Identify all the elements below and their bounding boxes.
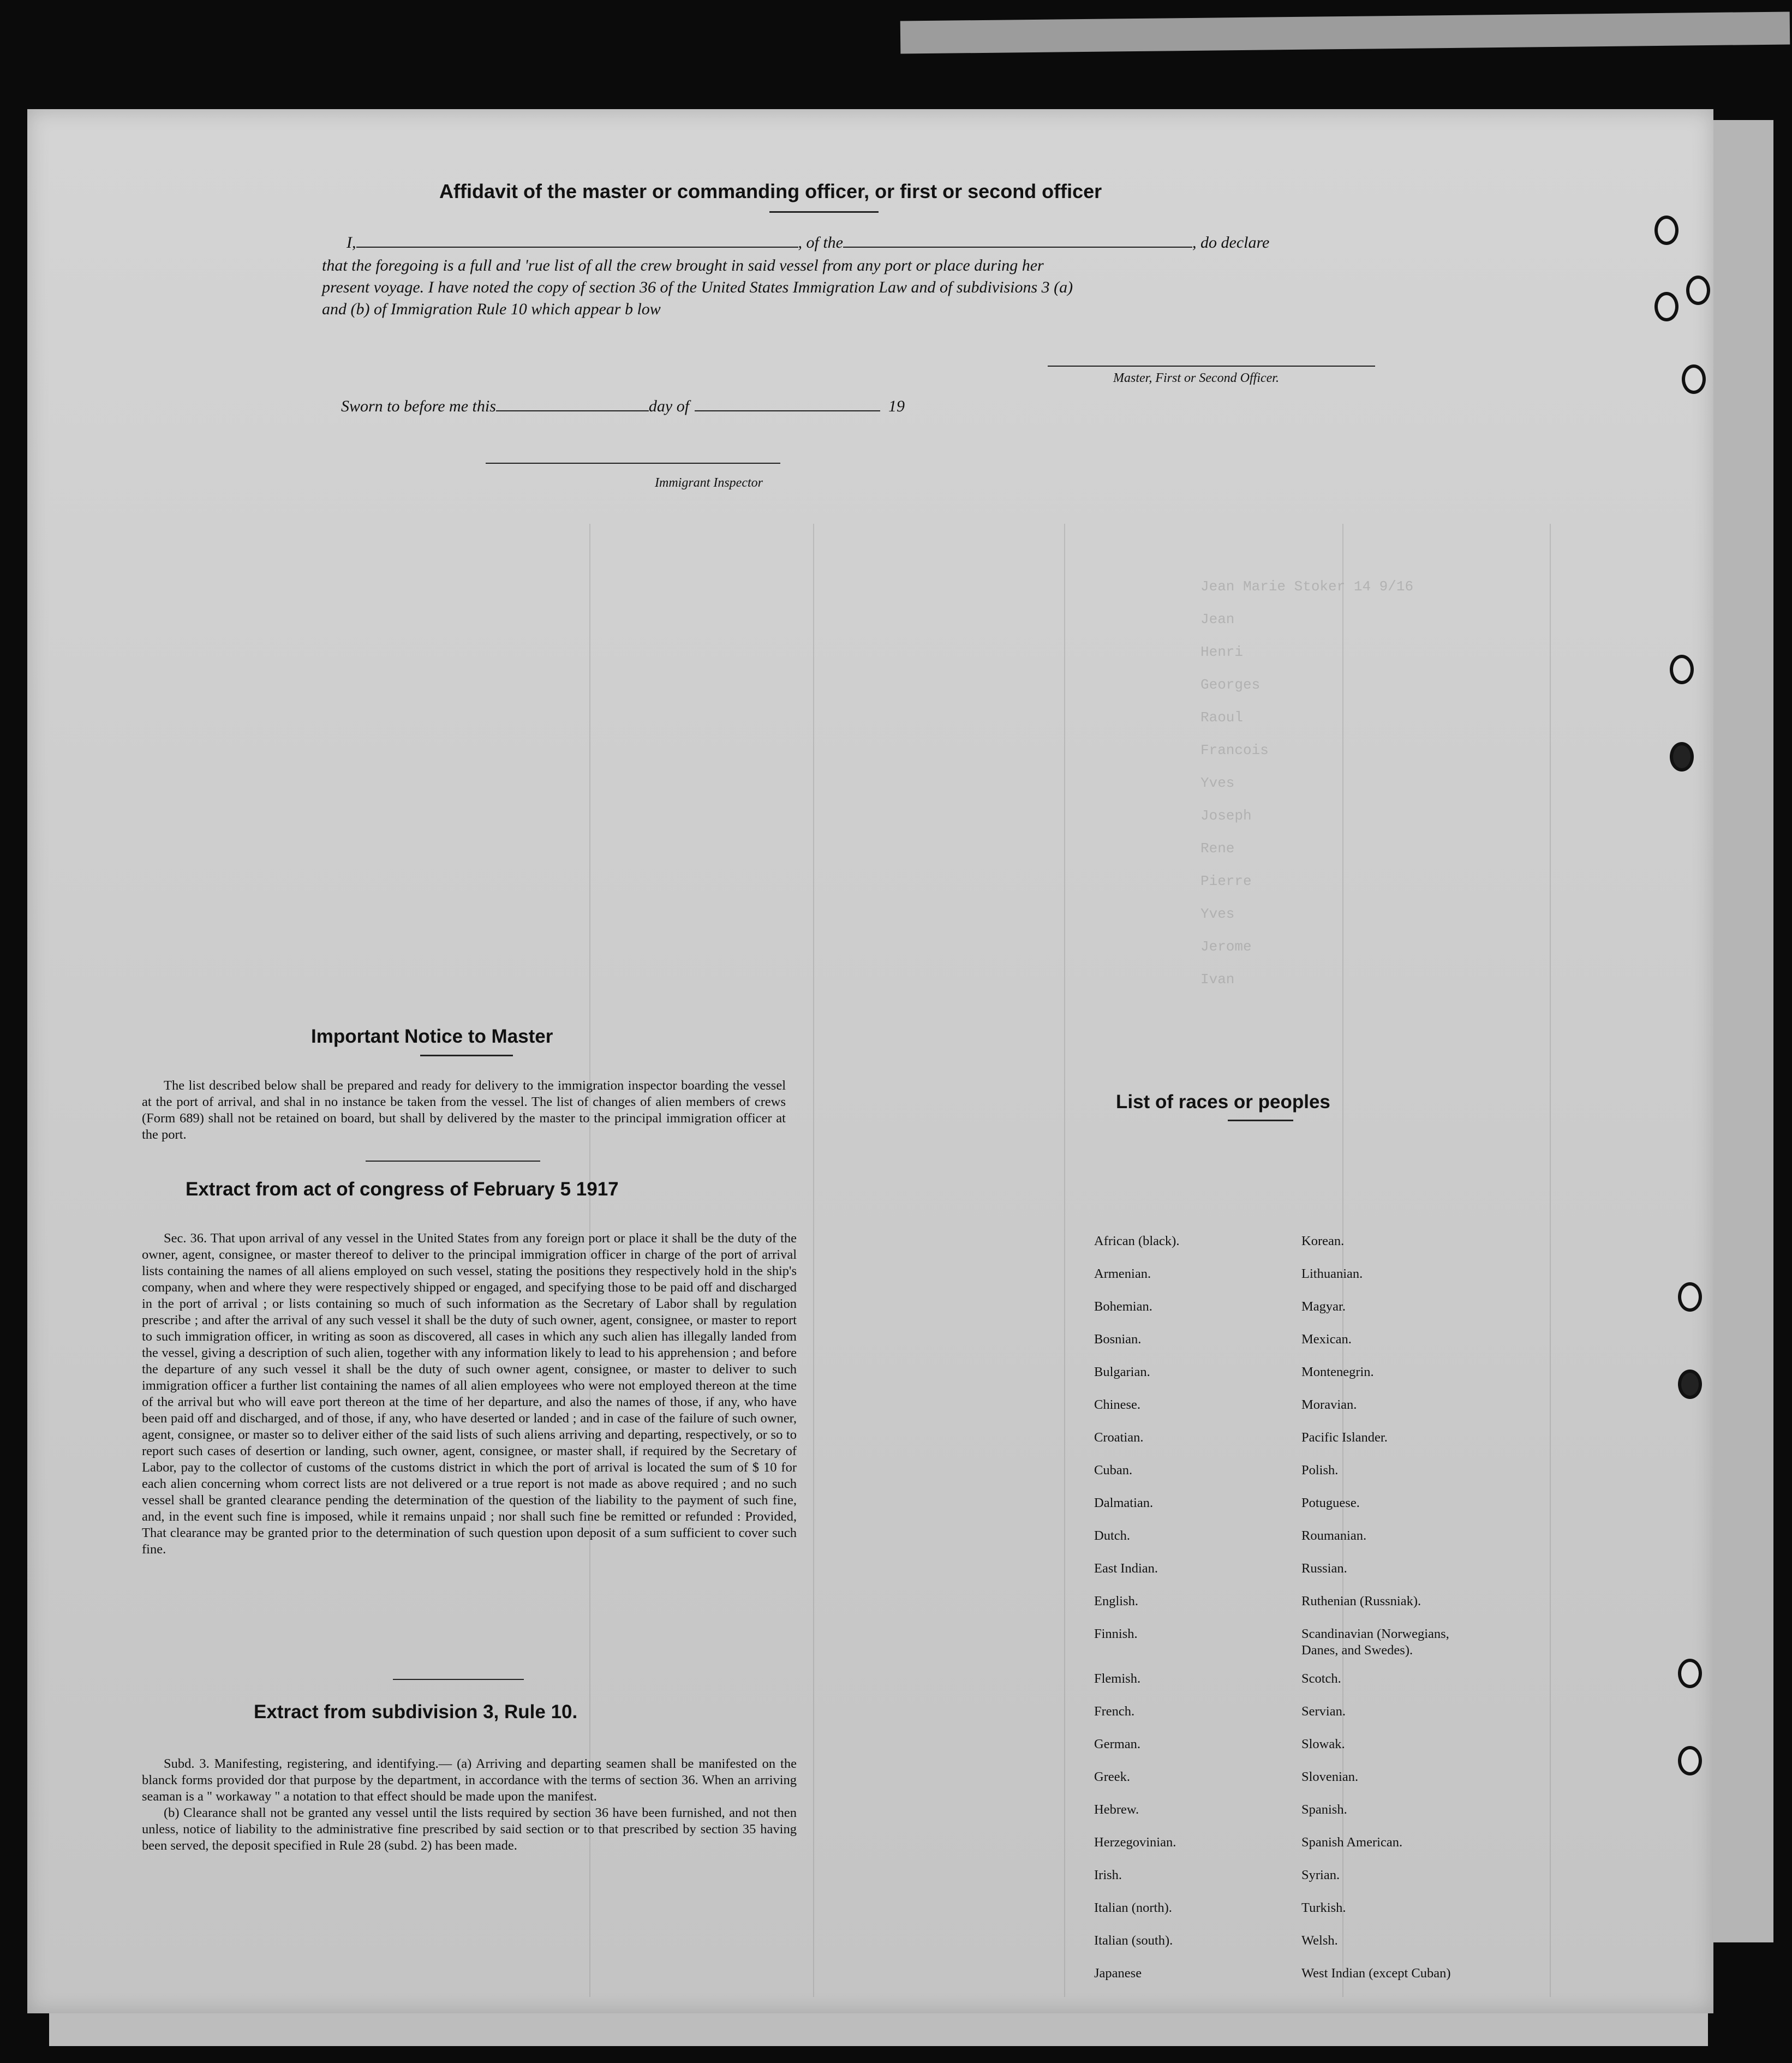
race-item: Hebrew. <box>1094 1802 1139 1817</box>
notice-title: Important Notice to Master <box>311 1026 553 1047</box>
affidavit-declare-text: , do declare <box>1192 234 1270 252</box>
bleed-column-rule <box>1064 524 1065 1997</box>
race-item: French. <box>1094 1704 1135 1719</box>
race-item: Flemish. <box>1094 1671 1141 1686</box>
bleed-through-text: Yves <box>1200 906 1235 922</box>
binding-hole <box>1678 1282 1702 1312</box>
race-item: Herzegovinian. <box>1094 1835 1176 1850</box>
sworn-line <box>341 397 905 416</box>
race-item: Japanese <box>1094 1966 1142 1981</box>
race-item: Scotch. <box>1301 1671 1341 1686</box>
binding-hole <box>1654 292 1678 321</box>
race-item: Welsh. <box>1301 1933 1338 1948</box>
affidavit-title-rule <box>769 211 879 213</box>
top-paper-edge <box>900 11 1790 53</box>
race-item: Irish. <box>1094 1868 1122 1882</box>
race-item: Spanish American. <box>1301 1835 1403 1850</box>
bleed-through-text: Jerome <box>1200 938 1252 955</box>
manifest-back-page <box>27 109 1713 2013</box>
race-item: African (black). <box>1094 1234 1180 1248</box>
vessel-blank <box>843 247 1192 248</box>
binding-hole <box>1682 364 1706 394</box>
race-item: Mexican. <box>1301 1332 1352 1347</box>
inspector-signature-label: Immigrant Inspector <box>655 476 763 490</box>
race-item: Montenegrin. <box>1301 1365 1374 1379</box>
race-item: Chinese. <box>1094 1397 1141 1412</box>
master-signature-label: Master, First or Second Officer. <box>1113 371 1279 385</box>
race-item: Moravian. <box>1301 1397 1357 1412</box>
notice-title-rule <box>420 1055 513 1056</box>
bleed-through-text: Joseph <box>1200 808 1252 824</box>
race-item: English. <box>1094 1594 1138 1608</box>
bleed-through-text: Rene <box>1200 840 1235 857</box>
race-item: Turkish. <box>1301 1900 1346 1915</box>
race-item: Finnish. <box>1094 1627 1138 1641</box>
race-item: Armenian. <box>1094 1266 1151 1281</box>
race-item: Greek. <box>1094 1769 1130 1784</box>
binding-hole <box>1678 1746 1702 1775</box>
race-item: Russian. <box>1301 1561 1347 1576</box>
binding-hole <box>1670 655 1694 684</box>
extract-act-title: Extract from act of congress of February 5 1917 <box>186 1179 619 1200</box>
bleed-through-text: Pierre <box>1200 873 1252 889</box>
binding-hole <box>1654 216 1678 245</box>
race-item: Pacific Islander. <box>1301 1430 1388 1445</box>
extract-rule-para-a: Subd. 3. Manifesting, registering, and identifying.— (a) Arriving and departing seamen shall be manifested on the blanck forms provided dor that purpose by the department, in accordance with the terms of section 36. When an arriving seaman is a " workaway " a notation to that effect should be made upon the manifest. <box>142 1756 797 1804</box>
race-item: Spanish. <box>1301 1802 1347 1817</box>
affidavit-of-the-text: , of the <box>798 234 843 252</box>
extract-act-divider <box>393 1679 524 1680</box>
race-item: East Indian. <box>1094 1561 1158 1576</box>
race-item: Syrian. <box>1301 1868 1340 1882</box>
bleed-through-text: Henri <box>1200 644 1244 660</box>
sworn-day-text: day of <box>648 397 690 415</box>
notice-text: The list described below shall be prepared and ready for delivery to the immigration inspector boarding the vessel at the port of arrival, and shal in no instance be taken from the vessel. The list of changes of alien members of crews (Form 689) shall not be retained on board, but shall by delivered by the master to the principal immigration officer at the port. <box>142 1078 786 1142</box>
race-item: Italian (north). <box>1094 1900 1172 1915</box>
race-item: Lithuanian. <box>1301 1266 1363 1281</box>
extract-rule-paragraph <box>142 1756 797 1854</box>
bleed-through-text: Francois <box>1200 742 1269 758</box>
binding-hole <box>1678 1659 1702 1688</box>
race-item: German. <box>1094 1737 1141 1751</box>
race-item: West Indian (except Cuban) <box>1301 1966 1451 1981</box>
race-item: Cuban. <box>1094 1463 1133 1478</box>
extract-rule-title: Extract from subdivision 3, Rule 10. <box>254 1701 578 1723</box>
race-item: Scandinavian (Norwegians, Danes, and Swedes). <box>1301 1627 1449 1658</box>
affidavit-i-text: I, <box>347 234 356 252</box>
bleed-through-text: Yves <box>1200 775 1235 791</box>
extract-act-paragraph <box>142 1230 797 1558</box>
affidavit-line-3: present voyage. I have noted the copy of section 36 of the United States Immigration Law and of subdivisions 3 (a) <box>322 278 1073 296</box>
race-item: Croatian. <box>1094 1430 1144 1445</box>
races-title: List of races or peoples <box>1116 1091 1330 1113</box>
inspector-signature-line <box>486 463 780 464</box>
race-item: Dutch. <box>1094 1528 1130 1543</box>
race-item: Korean. <box>1301 1234 1345 1248</box>
name-blank <box>356 247 798 248</box>
extract-act-text: Sec. 36. That upon arrival of any vessel in the United States from any foreign port or place it shall be the duty of the owner, agent, consignee, or master thereof to deliver to the principal immigration officer in charge of the port of arrival lists containing the names of all aliens employed on such vessel, stating the positions they respectively hold in the ship's company, when and where they were respectively shipped or engaged, and specifying those to be paid off and discharged in the port of arrival ; or lists containing so much of such information as the Secretary of Labor shall by regulation prescribe ; and after the arrival of any such vessel it shall be the duty of such owner, agent, consignee, or master to report to such immigration officer, in writing as soon as discovered, all cases in which any such alien has illegally landed from the vessel, giving a description of such alien, together with any information likely to lead to his apprehension ; and before the departure of any such vessel it shall be the duty of such owner agent, consignee, or master to deliver to such immigration officer a further list containing the names of all alien employees who were not employed thereon at the time of the arrival but who will eave port thereon at the time of her departure, and also the names of those, if any, who have been paid off and discharged, and of those, if any, who have deserted or landed ; and in case of the failure of such owner, agent, consignee, or master so to deliver either of the said lists of such aliens arriving and departing, respectively, or so to report such cases of desertion or landing, such owner, agent, consignee, or master shall, if required by the Secretary of Labor, pay to the collector of customs of the customs district in which the port of arrival is located the sum of $ 10 for each alien concerning whom correct lists are not delivered or a true report is not made as above required ; and no such vessel shall be granted clearance pending the determination of the question of the liability to the payment of such fine, and, in the event such fine is imposed, while it remains unpaid ; nor shall such fine be remitted or refunded : Provided, That clearance may be granted prior to the determination of such question upon deposit of a sum sufficient to cover such fine. <box>142 1231 797 1557</box>
bleed-column-rule <box>813 524 814 1997</box>
sworn-year-text: 19 <box>888 397 905 415</box>
race-item: Italian (south). <box>1094 1933 1173 1948</box>
bleed-through-text: Jean Marie Stoker 14 9/16 <box>1200 578 1414 595</box>
master-signature-line <box>1048 366 1375 367</box>
affidavit-line-4: and (b) of Immigration Rule 10 which appear b low <box>322 300 661 318</box>
affidavit-line-1 <box>347 234 1269 252</box>
race-item: Dalmatian. <box>1094 1496 1154 1510</box>
race-item: Bulgarian. <box>1094 1365 1150 1379</box>
notice-paragraph <box>142 1078 786 1143</box>
race-item: Ruthenian (Russniak). <box>1301 1594 1421 1608</box>
binding-hole <box>1678 1370 1702 1399</box>
sworn-month-blank <box>695 410 880 411</box>
race-item: Servian. <box>1301 1704 1346 1719</box>
race-item: Slovenian. <box>1301 1769 1359 1784</box>
race-item: Bohemian. <box>1094 1299 1152 1314</box>
sworn-prefix-text: Sworn to before me this <box>341 397 496 415</box>
sheet-edge-strip <box>1713 120 1773 1942</box>
race-item: Magyar. <box>1301 1299 1346 1314</box>
bleed-through-text: Jean <box>1200 611 1235 627</box>
bleed-column-rule <box>1550 524 1551 1997</box>
bleed-through-text: Georges <box>1200 677 1261 693</box>
race-item: Bosnian. <box>1094 1332 1142 1347</box>
binding-hole <box>1670 742 1694 772</box>
race-item: Slowak. <box>1301 1737 1345 1751</box>
races-title-rule <box>1228 1120 1293 1121</box>
race-item: Roumanian. <box>1301 1528 1367 1543</box>
affidavit-title: Affidavit of the master or commanding officer, or first or second officer <box>439 180 1102 202</box>
binding-hole <box>1686 276 1710 305</box>
bleed-through-text: Raoul <box>1200 709 1244 726</box>
extract-rule-para-b: (b) Clearance shall not be granted any vessel until the lists required by section 36 have been furnished, and not then unless, notice of liability to the administrative fine prescribed by said section or to that prescribed by section 35 having been served, the deposit specified in Rule 28 (subd. 2) has been made. <box>142 1805 797 1853</box>
race-item: Polish. <box>1301 1463 1339 1478</box>
notice-divider <box>366 1161 540 1162</box>
bleed-through-text: Ivan <box>1200 971 1235 988</box>
sworn-day-blank <box>496 410 649 411</box>
race-item: Potuguese. <box>1301 1496 1360 1510</box>
affidavit-line-2: that the foregoing is a full and 'rue list of all the crew brought in said vessel from any port or place during her <box>322 256 1044 274</box>
